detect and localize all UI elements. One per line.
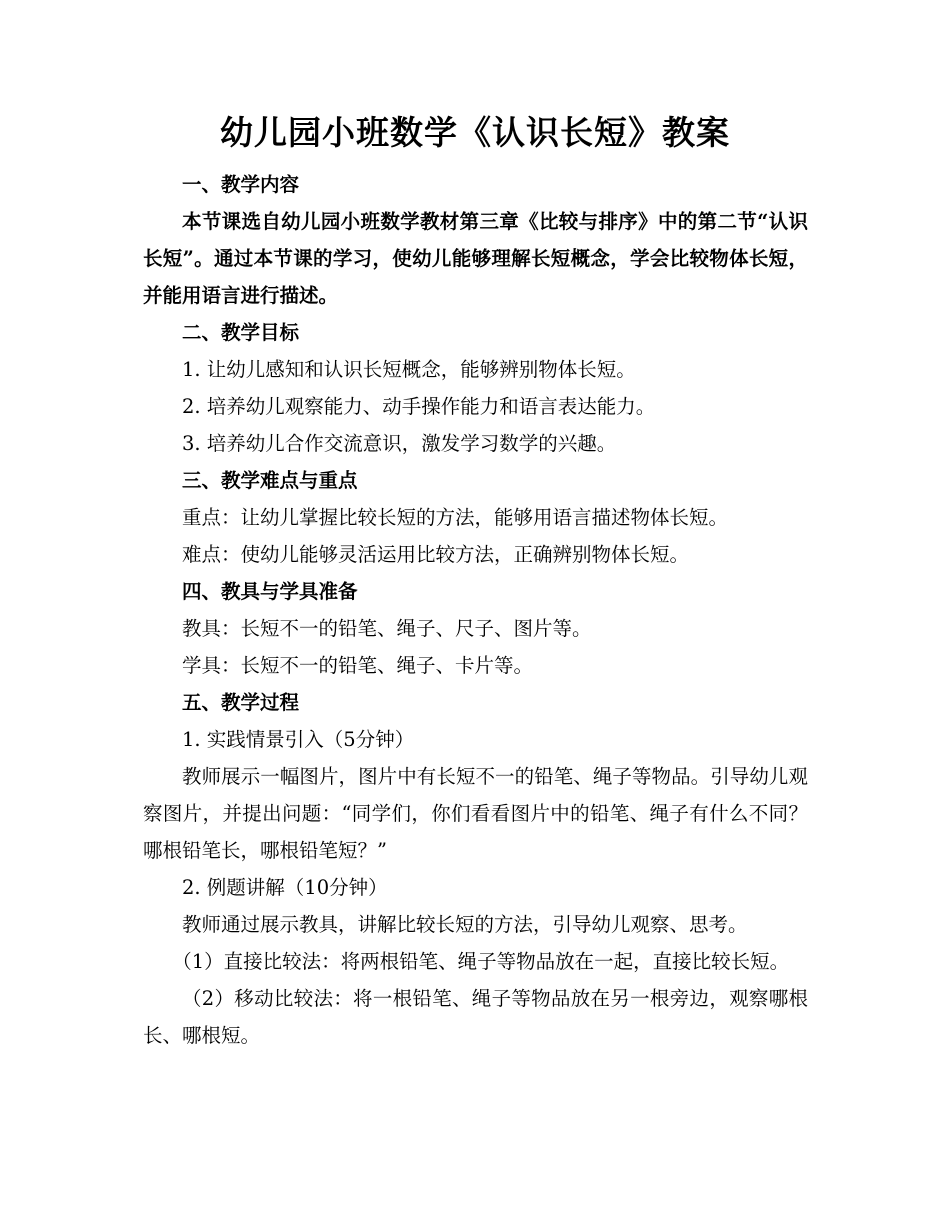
process-step-title: 2. 例题讲解（10分钟）: [182, 876, 388, 899]
process-step-text: 教师展示一幅图片，图片中有长短不一的铅笔、绳子等物品。引导幼儿观察图片，并提出问题：“同学们，你们看看图片中的铅笔、绳子有什么不同？哪根铅笔长，哪根铅笔短？”: [143, 765, 808, 862]
key-point: 重点：让幼儿掌握比较长短的方法，能够用语言描述物体长短。: [182, 506, 729, 529]
section-heading-materials: 四、教具与学具准备: [182, 580, 358, 603]
method-item: （2）移动比较法：将一根铅笔、绳子等物品放在另一根旁边，观察哪根长、哪根短。: [143, 987, 808, 1047]
process-step-title: 1. 实践情景引入（5分钟）: [182, 728, 415, 751]
goal-item: 1. 让幼儿感知和认识长短概念，能够辨别物体长短。: [182, 358, 636, 381]
section-heading-content: 一、教学内容: [182, 173, 300, 196]
section-heading-goals: 二、教学目标: [182, 321, 300, 344]
content-paragraph: 本节课选自幼儿园小班数学教材第三章《比较与排序》中的第二节“认识长短”。通过本节课的学习，使幼儿能够理解长短概念，学会比较物体长短，并能用语言进行描述。: [143, 210, 808, 307]
section-heading-process: 五、教学过程: [182, 691, 300, 714]
section-heading-difficulty: 三、教学难点与重点: [182, 469, 358, 492]
difficult-point: 难点：使幼儿能够灵活运用比较方法，正确辨别物体长短。: [182, 543, 690, 566]
goal-item: 2. 培养幼儿观察能力、动手操作能力和语言表达能力。: [182, 395, 656, 418]
method-item: （1）直接比较法：将两根铅笔、绳子等物品放在一起，直接比较长短。: [172, 950, 790, 973]
process-step-text: 教师通过展示教具，讲解比较长短的方法，引导幼儿观察、思考。: [182, 913, 748, 936]
document-title: 幼儿园小班数学《认识长短》教案: [220, 113, 730, 152]
teacher-tools: 教具：长短不一的铅笔、绳子、尺子、图片等。: [182, 617, 592, 640]
document-body: [143, 166, 808, 1054]
student-tools: 学具：长短不一的铅笔、绳子、卡片等。: [182, 654, 534, 677]
goal-item: 3. 培养幼儿合作交流意识，激发学习数学的兴趣。: [182, 432, 617, 455]
